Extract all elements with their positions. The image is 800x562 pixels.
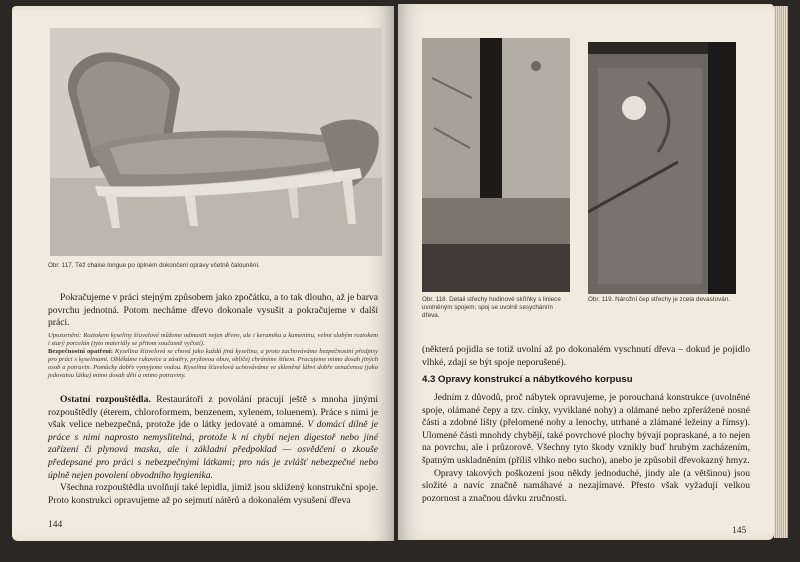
right-page bbox=[398, 4, 774, 540]
solvents-text: Restaurátoři z povolání pracují ještě s mnoha jinými rozpouštědly (éterem, chloroformem, benzenem, xylenem, toluenem). Práce s nimi je však velice nebezpečná, protože jde o látky jedovaté a omamné. bbox=[48, 394, 378, 431]
paragraph-1: Pokračujeme v práci stejným způsobem jako zpočátku, a to tak dlouho, až je barva povrchu jednotná. Potom necháme dřevo dokonale vysušit a pokračujeme v další práci. bbox=[48, 292, 378, 329]
section-paragraph-1: Jedním z důvodů, proč nábytek opravujeme, je porouchaná konstrukce (uvolněné spoje, olámané čepy a tzv. cinky, vyviklané nohy) a olámané nebo zpřerážené nosné části a zdobné lišty (přelomené nohy a lenochy, utrhané a zlámané ležeiny a římsy). Ulomené části mnohdy chybějí, také povrchové plochy bývají popraskané, a to nejen na povrchu, ale i průzorově. Všechny tyto škody vznikly buď hrubým zacházením, špatným uskladněním (příliš vlhko nebo sucho), anebo je způsobil dřevokazný hmyz. bbox=[422, 392, 750, 466]
page-edges bbox=[774, 6, 788, 538]
note-label: Upozornění: bbox=[48, 332, 82, 339]
note-text: Roztokem kyseliny šťavelové můžeme odmastit nejen dřevo, ale i keramiku a kameninu, velmi slabým roztokem i starý porcelán (tyto materiály se přitom současně vyčistí). bbox=[48, 332, 379, 348]
left-page bbox=[12, 6, 394, 541]
clock-roof-photo-119 bbox=[588, 42, 736, 294]
section-heading: 4.3 Opravy konstrukcí a nábytkového korpusu bbox=[422, 374, 633, 385]
clock-roof-photo-118 bbox=[422, 38, 570, 292]
continuation-paragraph: (některá pojidla se totiž uvolní až po dokonalém vyschnutí dřeva – dokud je pojidlo vlhké, zdají se být spoje neporušené). bbox=[422, 344, 750, 368]
clock-roof-illustration-118 bbox=[422, 38, 570, 292]
safety-label: Bezpečnostní opatření: bbox=[48, 348, 113, 356]
section-paragraph-2: Opravy takových poškození jsou někdy jednoduché, jindy ale (a většinou) jsou složité a navíc značně namáhavé a nezajímavé. Přesto však vyžadují velkou pozornost a značnou dávku zručnosti. bbox=[422, 467, 750, 504]
chaise-longue-illustration bbox=[50, 28, 382, 256]
solvents-italic: V domácí dílně je práce s nimi naprosto nemyslitelná, protože k ní chybí nejen digestoř nebo jiné zařízení či plynová maska, ale i základní předpoklad — osvědčení o zkouše předepsané pro práci s nebezpečnými látkami; pro nás je zvlášť nebezpečné nebo úplně nejen povolení obvodního hygienika. bbox=[48, 419, 378, 481]
figure-caption-117: Obr. 117. Též chaise longue po úplném dokončení opravy včetně čalounění. bbox=[48, 262, 260, 269]
figure-caption-118: Obr. 118. Detail střechy hodinové skříňky s liniece uvolněným spojem; spoj se uvolnil sesycháním dřeva. bbox=[422, 296, 561, 319]
solvents-paragraph bbox=[48, 394, 378, 482]
continuation-text bbox=[422, 344, 750, 369]
safety-paragraph bbox=[48, 348, 378, 380]
note-paragraph bbox=[48, 332, 378, 348]
page-number-right: 145 bbox=[732, 526, 747, 536]
solvents-heading: Ostatní rozpouštědla. bbox=[60, 394, 151, 405]
paragraph-last: Všechna rozpouštědla uvolňují také lepidla, jimiž jsou skližený konstrukční spoje. Proto konstrukci opravujeme až po sejmutí nátěrů a dokonalém vysušení dřeva bbox=[48, 482, 378, 506]
page-number-left: 144 bbox=[48, 520, 63, 530]
note-block bbox=[48, 332, 378, 381]
paragraph-continuation bbox=[48, 292, 378, 330]
section-body bbox=[422, 392, 750, 505]
safety-text: Kyselina šťavelová se chová jako každá jiná kyselina, a proto zachováváme bezpečnostní předpisy pro práci s kyselinami. Oblékáme rukavice a zástěry, pryžovou obuv, obličej chráníme štítem. Pracujeme mimo dosah jiných osob a potravin. Pomůcky dobře vymyjeme vodou. Kyselina šťavelová uchováváme ve skleněné láhvi dobře označenou (jako jedovatou látku) mimo dosah dětí a mimo potraviny. bbox=[48, 348, 378, 380]
clock-roof-illustration-119 bbox=[588, 42, 736, 294]
solvents-section bbox=[48, 394, 378, 507]
figure-caption-119: Obr. 119. Nárožní čep střechy je zcela devastován. bbox=[588, 296, 730, 303]
chaise-longue-photo bbox=[50, 28, 382, 256]
